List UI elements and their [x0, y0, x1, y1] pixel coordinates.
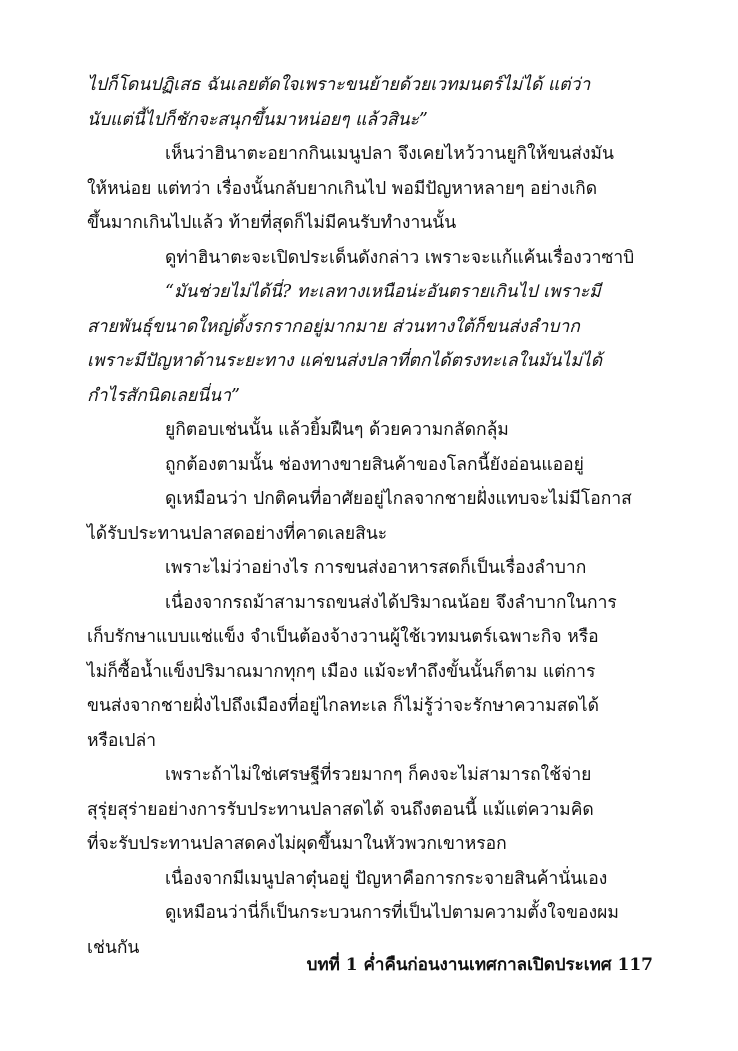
text-line-20: หรือเปล่า: [87, 730, 157, 751]
text-line-19: ขนส่งจากชายฝั่งไปถึงเมืองที่อยู่ไกลทะเล ก็ไม่รู้ว่าจะรักษาความสดได้: [87, 696, 599, 716]
text-line-16: เนื่องจากรถม้าสามารถขนส่งได้ปริมาณน้อย จึงลำบากในการ: [165, 592, 617, 613]
text-line-12: ถูกต้องตามนั้น ช่องทางขายสินค้าของโลกนี้ยังอ่อนแออยู่: [165, 454, 584, 475]
text-line-15: เพราะไม่ว่าอย่างไร การขนส่งอาหารสดก็เป็นเรื่องลำบาก: [165, 558, 587, 578]
text-line-13: ดูเหมือนว่า ปกติคนที่อาศัยอยู่ไกลจากชายฝั่งแทบจะไม่มีโอกาส: [165, 489, 632, 509]
text-line-25: ดูเหมือนว่านี่ก็เป็นกระบวนการที่เป็นไปตามความตั้งใจของผม: [165, 903, 619, 923]
text-line-9: เพราะมีปัญหาด้านระยะทาง แค่ขนส่งปลาที่ตกได้ตรงทะเลในมันไม่ได้: [87, 351, 603, 371]
text-line-22: สุรุ่ยสุร่ายอย่างการรับประทานปลาสดได้ จนถึงตอนนี้ แม้แต่ความคิด: [87, 799, 594, 820]
text-line-11: ยูกิตอบเช่นนั้น แล้วยิ้มฝืนๆ ด้วยความกลัดกลุ้ม: [165, 420, 509, 440]
text-line-6: ดูท่าฮินาตะจะเปิดประเด็นดังกล่าว เพราะจะแก้แค้นเรื่องวาซาบิ: [165, 247, 635, 268]
text-line-4: ให้หน่อย แต่ทว่า เรื่องนั้นกลับยากเกินไป พอมีปัญหาหลายๆ อย่างเกิด: [87, 178, 598, 199]
text-line-24: เนื่องจากมีเมนูปลาตุ๋นอยู่ ปัญหาคือการกระจายสินค้านั่นเอง: [165, 868, 608, 889]
text-line-8: สายพันธุ์ขนาดใหญ่ดั้งรกรากอยู่มากมาย ส่วนทางใต้ก็ขนส่งลำบาก: [87, 316, 580, 337]
text-line-10: กำไรสักนิดเลยนี่นา”: [87, 385, 240, 406]
text-line-2: นับแต่นี้ไปก็ชักจะสนุกขึ้นมาหน่อยๆ แล้วสินะ”: [87, 109, 428, 130]
text-line-18: ไม่ก็ซื้อน้ำแข็งปริมาณมากทุกๆ เมือง แม้จะทำถึงขั้นนั้นก็ตาม แต่การ: [87, 661, 596, 682]
text-line-26: เช่นกัน: [87, 937, 140, 958]
text-line-14: ได้รับประทานปลาสดอย่างที่คาดเลยสินะ: [87, 523, 388, 544]
body-text: [87, 68, 653, 965]
text-line-17: เก็บรักษาแบบแช่แข็ง จำเป็นต้องจ้างวานผู้ใช้เวทมนตร์เฉพาะกิจ หรือ: [87, 627, 599, 647]
text-line-7: “มันช่วยไม่ได้นี่? ทะเลทางเหนือน่ะอันตรายเกินไป เพราะมี: [165, 282, 601, 302]
text-line-1: ไปก็โดนปฏิเสธ ฉันเลยตัดใจเพราะขนย้ายด้วยเวทมนตร์ไม่ได้ แต่ว่า: [87, 75, 591, 95]
text-line-23: ที่จะรับประทานปลาสดคงไม่ผุดขึ้นมาในหัวพวกเขาหรอก: [87, 834, 507, 854]
text-line-5: ขึ้นมากเกินไปแล้ว ท้ายที่สุดก็ไม่มีคนรับทำงานนั้น: [87, 213, 457, 233]
text-line-3: เห็นว่าฮินาตะอยากกินเมนูปลา จึงเคยไหว้วานยูกิให้ขนส่งมัน: [165, 144, 614, 164]
text-line-21: เพราะถ้าไม่ใช่เศรษฐีที่รวยมากๆ ก็คงจะไม่สามารถใช้จ่าย: [165, 765, 592, 785]
page-footer: บทที่ 1 ค่ำคืนก่อนงานเทศกาลเปิดประเทศ 117: [306, 955, 653, 975]
